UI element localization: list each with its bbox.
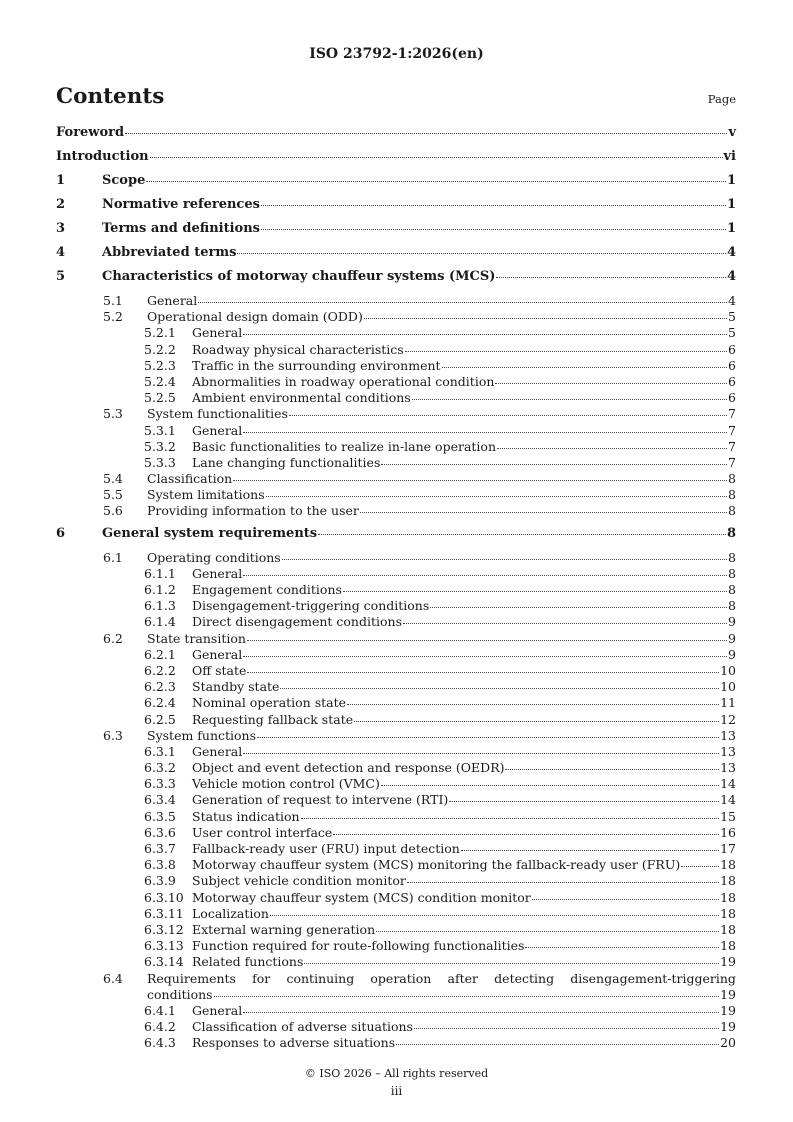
toc-entry-page: 19 [720, 1018, 736, 1034]
dot-leader [381, 464, 727, 465]
toc-entry[interactable] [56, 841, 736, 857]
toc-entry-page: 13 [720, 760, 736, 776]
toc-entry-page: 13 [720, 727, 736, 743]
dot-leader [376, 931, 719, 932]
dot-leader [442, 367, 728, 368]
toc-entry-title: Operational design domain (ODD) [147, 309, 363, 325]
toc-entry-number: 6.3.6 [144, 824, 176, 840]
toc-entry[interactable] [56, 825, 736, 841]
dot-leader [247, 672, 719, 673]
toc-entry-page: 4 [726, 245, 736, 260]
toc-entry-number: 5.2 [103, 309, 123, 325]
toc-entry-number: 6.4 [103, 970, 123, 986]
toc-entry-page: 13 [720, 743, 736, 759]
toc-entry-page: 7 [728, 454, 736, 470]
toc-entry-page: 18 [720, 938, 736, 954]
dot-leader [449, 801, 719, 802]
toc-entry-page: 7 [728, 438, 736, 454]
toc-entry[interactable] [56, 566, 736, 582]
dot-leader [497, 448, 727, 449]
toc-entry-title: Off state [192, 662, 247, 678]
toc-entry-page: 8 [728, 549, 736, 565]
toc-entry-title: General system requirements [102, 525, 318, 541]
dot-leader [318, 534, 726, 535]
toc-entry[interactable] [56, 598, 736, 614]
toc-entry-number: 6.3.8 [144, 857, 176, 873]
toc-entry-title: Direct disengagement conditions [192, 614, 402, 630]
toc-entry[interactable] [56, 760, 736, 776]
toc-entry[interactable] [56, 954, 736, 970]
toc-entry[interactable] [56, 149, 736, 173]
document-id-header: ISO 23792-1:2026(en) [309, 46, 484, 62]
toc-entry-page: 14 [720, 792, 736, 808]
toc-entry-page: 1 [726, 221, 736, 236]
toc-entry-page: 12 [720, 711, 736, 727]
toc-entry-number: 5.1 [103, 293, 123, 308]
toc-entry-title: System limitations [147, 487, 265, 503]
toc-entry-page: 9 [728, 646, 736, 662]
toc-entry-number: 6.1 [103, 549, 123, 565]
toc-entry-title: Nominal operation state [192, 695, 347, 711]
toc-entry-number: 6.2 [103, 630, 123, 646]
dot-leader [237, 253, 726, 254]
toc-entry[interactable] [56, 647, 736, 663]
toc-entry-title: Related functions [192, 954, 304, 970]
toc-entry[interactable] [56, 614, 736, 630]
toc-entry[interactable] [56, 390, 736, 406]
toc-entry-page: 16 [720, 824, 736, 840]
toc-entry-title: Scope [102, 173, 146, 188]
toc-entry-title: Motorway chauffeur system (MCS) condition monitor [192, 889, 531, 905]
toc-entry[interactable] [56, 487, 736, 503]
dot-leader [150, 157, 723, 158]
dot-leader [496, 277, 726, 278]
toc-entry-title: Function required for route-following functionalities [192, 938, 525, 954]
toc-entry-page: 6 [728, 341, 736, 357]
toc-entry-title: Vehicle motion control (VMC) [192, 776, 380, 792]
toc-entry-number: 6.3.10 [144, 889, 184, 905]
toc-entry-page: 19 [720, 986, 736, 1002]
toc-entry-page: 10 [720, 662, 736, 678]
toc-entry[interactable] [56, 971, 736, 1003]
toc-entry-number: 6.3.7 [144, 841, 176, 856]
toc-entry-page: 8 [728, 471, 736, 487]
toc-entry-title: Lane changing functionalities [192, 454, 381, 470]
toc-entry-page: 5 [728, 309, 736, 325]
dot-leader [304, 963, 719, 964]
toc-entry[interactable] [56, 938, 736, 954]
dot-leader [360, 512, 727, 513]
toc-entry-page: 7 [728, 422, 736, 438]
toc-entry-title: Motorway chauffeur system (MCS) monitoring the fallback-ready user (FRU) [192, 857, 681, 873]
toc-entry[interactable] [56, 173, 736, 197]
toc-entry-page: 20 [720, 1034, 736, 1050]
toc-entry[interactable] [56, 423, 736, 439]
toc-entry-number: 6.2.1 [144, 646, 176, 662]
toc-entry-number: 6.2.2 [144, 662, 176, 678]
toc-entry-number: 6.3.14 [144, 954, 184, 970]
toc-entry-page: 8 [728, 503, 736, 519]
toc-entry-number: 6.1.4 [144, 614, 176, 630]
dot-leader [461, 850, 719, 851]
toc-entry-number: 6.3.1 [144, 743, 176, 759]
toc-entry[interactable] [56, 342, 736, 358]
toc-entry-page: 11 [720, 695, 736, 711]
toc-entry[interactable] [56, 503, 736, 519]
toc-entry-title: Subject vehicle condition monitor [192, 873, 406, 889]
toc-entry[interactable] [56, 325, 736, 341]
toc-entry-title: External warning generation [192, 921, 376, 937]
toc-entry-page: 15 [720, 808, 736, 824]
toc-entry[interactable] [56, 1035, 736, 1051]
dot-leader [280, 688, 719, 689]
toc-entry[interactable] [56, 809, 736, 825]
toc-entry[interactable] [56, 712, 736, 728]
toc-entry-page: v [728, 125, 736, 140]
toc-entry-number: 6.3.13 [144, 938, 184, 954]
copyright-notice: © ISO 2026 – All rights reserved [304, 1067, 489, 1080]
toc-entry-number: 5.2.2 [144, 341, 176, 357]
toc-entry-title: Engagement conditions [192, 582, 342, 597]
toc-entry[interactable] [56, 792, 736, 808]
dot-leader [233, 480, 727, 481]
toc-entry-title: Generation of request to intervene (RTI) [192, 792, 449, 808]
toc-entry-title: General [192, 565, 243, 581]
toc-entry-title: User control interface [192, 824, 333, 840]
toc-entry-number: 6.3 [103, 727, 123, 743]
toc-entry[interactable] [56, 922, 736, 938]
toc-entry-number: 5.2.4 [144, 373, 176, 389]
toc-entry-page: 6 [728, 357, 736, 373]
dot-leader [266, 496, 727, 497]
toc-entry-page: 17 [720, 841, 736, 856]
toc-entry-title: Abbreviated terms [102, 245, 237, 260]
toc-entry-title: General [192, 422, 243, 438]
toc-entry-title: Disengagement-triggering conditions [192, 598, 430, 614]
toc-entry-number: 6.2.3 [144, 679, 176, 695]
toc-entry-number: 6.2.4 [144, 695, 176, 711]
toc-entry-number: 3 [56, 221, 66, 236]
toc-entry-page: 4 [728, 293, 736, 308]
toc-entry-number: 5.3 [103, 406, 123, 422]
toc-entry-number: 5.2.1 [144, 325, 176, 341]
toc-entry-number: 6 [56, 525, 66, 541]
toc-entry-page: 9 [728, 614, 736, 630]
toc-entry-title: General [192, 1002, 243, 1018]
toc-entry-title: Requesting fallback state [192, 711, 354, 727]
toc-entry-page: 18 [720, 857, 736, 873]
toc-entry-title: Standby state [192, 679, 280, 695]
toc-entry[interactable] [56, 728, 736, 744]
toc-entry[interactable] [56, 582, 736, 598]
dot-leader [198, 302, 727, 303]
toc-entry[interactable] [56, 526, 736, 550]
toc-entry-title: Fallback-ready user (FRU) input detection [192, 841, 460, 856]
toc-entry-title: Characteristics of motorway chauffeur systems (MCS) [102, 269, 496, 284]
dot-leader [343, 591, 727, 592]
dot-leader [243, 432, 727, 433]
toc-entry-page: 19 [720, 954, 736, 970]
page-number: iii [390, 1084, 403, 1098]
toc-entry-page: 1 [726, 197, 736, 212]
toc-entry-page: 9 [728, 630, 736, 646]
toc-entry[interactable] [56, 695, 736, 711]
toc-entry-page: 1 [726, 173, 736, 188]
toc-entry-number: 5.2.3 [144, 357, 176, 373]
toc-entry-page: 4 [726, 269, 736, 284]
toc-entry-title: General [192, 325, 243, 341]
dot-leader [261, 205, 726, 206]
dot-leader [525, 947, 719, 948]
dot-leader [146, 181, 726, 182]
dot-leader [243, 1012, 719, 1013]
toc-entry-number: 6.4.1 [144, 1002, 176, 1018]
dot-leader [681, 866, 719, 867]
dot-leader [403, 623, 727, 624]
dot-leader [414, 1028, 719, 1029]
toc-entry[interactable] [56, 663, 736, 679]
toc-entry-title: Status indication [192, 808, 300, 824]
dot-leader [430, 607, 727, 608]
dot-leader [243, 575, 727, 576]
dot-leader [364, 318, 727, 319]
dot-leader [405, 351, 727, 352]
dot-leader [257, 737, 719, 738]
toc-entry-page: 6 [728, 390, 736, 406]
toc-entry[interactable] [56, 890, 736, 906]
toc-entry[interactable] [56, 455, 736, 471]
toc-entry[interactable] [56, 906, 736, 922]
toc-entry-number: 6.1.3 [144, 598, 176, 614]
toc-entry-title: Foreword [56, 125, 125, 140]
dot-leader [247, 640, 727, 641]
toc-entry-title: State transition [147, 630, 246, 646]
toc-entry-number: 6.3.11 [144, 905, 184, 921]
toc-entry[interactable] [56, 1003, 736, 1019]
dot-leader [381, 785, 719, 786]
dot-leader [333, 834, 719, 835]
dot-leader [125, 133, 727, 134]
dot-leader [532, 899, 719, 900]
toc-entry[interactable] [56, 471, 736, 487]
toc-entry-title: Object and event detection and response (OEDR) [192, 760, 505, 776]
toc-entry-page: 18 [720, 905, 736, 921]
toc-entry-page: 18 [720, 889, 736, 905]
toc-entry-number: 6.2.5 [144, 711, 176, 727]
dot-leader [282, 559, 727, 560]
toc-entry-number: 6.4.3 [144, 1034, 176, 1050]
toc-entry[interactable] [56, 776, 736, 792]
toc-entry-number: 5.2.5 [144, 390, 176, 406]
toc-entry-page: 18 [720, 921, 736, 937]
toc-entry-page: 5 [728, 325, 736, 341]
toc-entry[interactable] [56, 679, 736, 695]
toc-entry[interactable] [56, 550, 736, 566]
dot-leader [243, 753, 719, 754]
toc-entry-title: Requirements for continuing operation after detecting disengagement-triggering [147, 970, 736, 986]
dot-leader [505, 769, 719, 770]
toc-entry-page: 6 [728, 373, 736, 389]
toc-entry-title: Classification of adverse situations [192, 1018, 413, 1034]
toc-entry[interactable] [56, 1019, 736, 1035]
page-column-label: Page [707, 92, 736, 106]
toc-entry-page: 8 [728, 565, 736, 581]
table-of-contents [56, 125, 736, 1051]
toc-entry-title: Providing information to the user [147, 503, 359, 519]
toc-entry-number: 6.4.2 [144, 1018, 176, 1034]
toc-entry[interactable] [56, 358, 736, 374]
toc-entry-title: Roadway physical characteristics [192, 341, 404, 357]
toc-entry-title: Responses to adverse situations [192, 1034, 396, 1050]
toc-entry-title-continued: conditions [147, 986, 213, 1002]
dot-leader [214, 996, 720, 997]
toc-entry-number: 6.1.1 [144, 565, 176, 581]
dot-leader [407, 882, 719, 883]
toc-entry-title: General [192, 646, 243, 662]
toc-entry-title: Normative references [102, 197, 260, 212]
toc-entry-page: 7 [728, 406, 736, 422]
toc-entry[interactable] [56, 293, 736, 309]
toc-entry-number: 1 [56, 173, 66, 188]
toc-entry-number: 5 [56, 269, 66, 284]
toc-entry-number: 5.3.2 [144, 438, 176, 454]
toc-entry-title: Classification [147, 471, 233, 487]
dot-leader [270, 915, 719, 916]
dot-leader [289, 415, 727, 416]
page-title: Contents [56, 84, 165, 109]
toc-entry-page: 8 [726, 525, 736, 541]
dot-leader [243, 656, 727, 657]
toc-entry-number: 5.3.1 [144, 422, 176, 438]
toc-entry-number: 6.1.2 [144, 582, 176, 597]
toc-entry-title: Terms and definitions [102, 221, 260, 236]
toc-entry-number: 4 [56, 245, 66, 260]
toc-entry-title: Traffic in the surrounding environment [192, 357, 441, 373]
toc-entry-page: 8 [728, 487, 736, 503]
toc-entry-number: 6.3.5 [144, 808, 176, 824]
toc-entry-title: Ambient environmental conditions [192, 390, 411, 406]
toc-entry-number: 5.3.3 [144, 454, 176, 470]
toc-entry[interactable] [56, 221, 736, 245]
toc-entry-title: General [192, 743, 243, 759]
dot-leader [301, 818, 719, 819]
toc-entry-number: 6.3.2 [144, 760, 176, 776]
toc-entry-title: System functions [147, 727, 257, 743]
toc-entry[interactable] [56, 873, 736, 889]
toc-entry-page: 8 [728, 598, 736, 614]
toc-entry[interactable] [56, 269, 736, 293]
toc-entry-title: System functionalities [147, 406, 288, 422]
toc-entry-page: 8 [728, 582, 736, 597]
toc-entry[interactable] [56, 197, 736, 221]
toc-entry-page: 19 [720, 1002, 736, 1018]
toc-entry-number: 5.5 [103, 487, 123, 503]
toc-entry-number: 6.3.4 [144, 792, 176, 808]
toc-entry[interactable] [56, 439, 736, 455]
dot-leader [347, 704, 719, 705]
toc-entry[interactable] [56, 406, 736, 422]
dot-leader [396, 1044, 719, 1045]
toc-entry[interactable] [56, 125, 736, 149]
toc-entry-title: Introduction [56, 149, 149, 164]
toc-entry-number: 5.6 [103, 503, 123, 519]
toc-entry-number: 6.3.9 [144, 873, 176, 889]
toc-entry-number: 6.3.12 [144, 921, 184, 937]
toc-entry[interactable] [56, 744, 736, 760]
toc-entry-title: Abnormalities in roadway operational condition [192, 373, 495, 389]
toc-entry[interactable] [56, 374, 736, 390]
toc-entry-number: 5.4 [103, 471, 123, 487]
toc-entry-page: 14 [720, 776, 736, 792]
toc-entry-page: 18 [720, 873, 736, 889]
dot-leader [354, 721, 719, 722]
dot-leader [495, 383, 727, 384]
toc-entry[interactable] [56, 309, 736, 325]
dot-leader [243, 334, 727, 335]
toc-entry-title: Localization [192, 905, 269, 921]
toc-entry-page: vi [723, 149, 736, 164]
toc-entry-page: 10 [720, 679, 736, 695]
dot-leader [261, 229, 726, 230]
toc-entry-title: Operating conditions [147, 549, 281, 565]
toc-entry[interactable] [56, 631, 736, 647]
toc-entry[interactable] [56, 857, 736, 873]
toc-entry-title: General [147, 293, 198, 308]
toc-entry-number: 6.3.3 [144, 776, 176, 792]
dot-leader [412, 399, 727, 400]
toc-entry-number: 2 [56, 197, 66, 212]
toc-entry[interactable] [56, 245, 736, 269]
toc-entry-title: Basic functionalities to realize in-lane operation [192, 438, 496, 454]
